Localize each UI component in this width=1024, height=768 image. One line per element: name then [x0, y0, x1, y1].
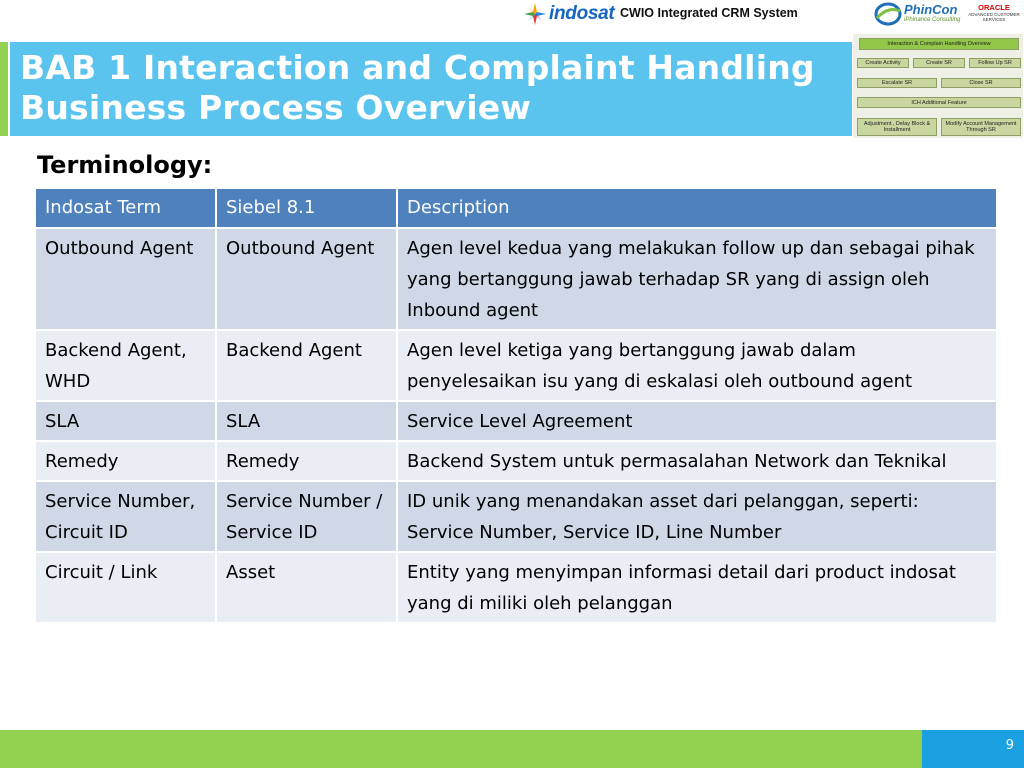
title-accent-strip [0, 42, 8, 136]
diagram-create-activity: Create Activity [857, 58, 909, 68]
indosat-brand-text: indosat [549, 3, 615, 24]
page-title [20, 48, 850, 128]
cell-description: Agen level kedua yang melakukan follow up dan sebagai pihak yang bertanggung jawab terhadap SR yang di assign oleh Inbound agent [397, 228, 997, 330]
cell-term: Service Number, Circuit ID [35, 481, 216, 552]
diagram-adjustment: Adjustment , Delay Block & Installment [857, 118, 937, 136]
cell-siebel: Backend Agent [216, 330, 397, 401]
cell-description: Backend System untuk permasalahan Network dan Teknikal [397, 441, 997, 481]
cell-term: Outbound Agent [35, 228, 216, 330]
system-title: CWIO Integrated CRM System [620, 6, 798, 20]
cell-description: ID unik yang menandakan asset dari pelanggan, seperti: Service Number, Service ID, Line Number [397, 481, 997, 552]
cell-term: Circuit / Link [35, 552, 216, 623]
cell-siebel: Asset [216, 552, 397, 623]
phincon-subtext: iPhinance Consulting [904, 17, 961, 23]
table-row [35, 552, 997, 623]
cell-term: Remedy [35, 441, 216, 481]
diagram-modify-account: Modify Account Management Through SR [941, 118, 1021, 136]
header-description: Description [397, 188, 997, 228]
terminology-heading: Terminology: [37, 151, 213, 179]
terminology-table [34, 187, 998, 624]
diagram-close-sr: Close SR [941, 78, 1021, 88]
indosat-logo [523, 2, 614, 26]
footer-bar [0, 730, 922, 768]
phincon-swoosh-icon [874, 2, 902, 26]
oracle-logo [968, 3, 1020, 22]
cell-siebel: Outbound Agent [216, 228, 397, 330]
oracle-text: ORACLE [978, 3, 1010, 12]
diagram-create-sr: Create SR [913, 58, 965, 68]
process-overview-diagram [853, 34, 1023, 138]
table-row [35, 441, 997, 481]
oracle-subtext: ADVANCED CUSTOMER SERVICES [968, 12, 1020, 22]
cell-siebel: Remedy [216, 441, 397, 481]
indosat-star-icon [523, 2, 547, 26]
table-row [35, 330, 997, 401]
phincon-logo [874, 2, 964, 26]
cell-description: Service Level Agreement [397, 401, 997, 441]
table-header-row [35, 188, 997, 228]
diagram-escalate-sr: Escalate SR [857, 78, 937, 88]
page-number-box [922, 730, 1024, 768]
table-row [35, 481, 997, 552]
cell-term: Backend Agent, WHD [35, 330, 216, 401]
cell-term: SLA [35, 401, 216, 441]
header-siebel: Siebel 8.1 [216, 188, 397, 228]
phincon-text: PhinCon [904, 2, 958, 17]
page-number: 9 [1005, 738, 1014, 753]
page-title-line-1: BAB 1 Interaction and Complaint Handling [20, 48, 815, 87]
header-indosat-term: Indosat Term [35, 188, 216, 228]
page-title-line-2: Business Process Overview [20, 88, 532, 127]
cell-siebel: Service Number / Service ID [216, 481, 397, 552]
cell-siebel: SLA [216, 401, 397, 441]
diagram-overview-box: Interaction & Complain Handling Overview [859, 38, 1019, 50]
cell-description: Agen level ketiga yang bertanggung jawab dalam penyelesaikan isu yang di eskalasi oleh outbound agent [397, 330, 997, 401]
cell-description: Entity yang menyimpan informasi detail dari product indosat yang di miliki oleh pelanggan [397, 552, 997, 623]
diagram-follow-up-sr: Follow Up SR [969, 58, 1021, 68]
table-row [35, 228, 997, 330]
table-row [35, 401, 997, 441]
diagram-ich-additional: ICH Additional Feature [857, 97, 1021, 108]
